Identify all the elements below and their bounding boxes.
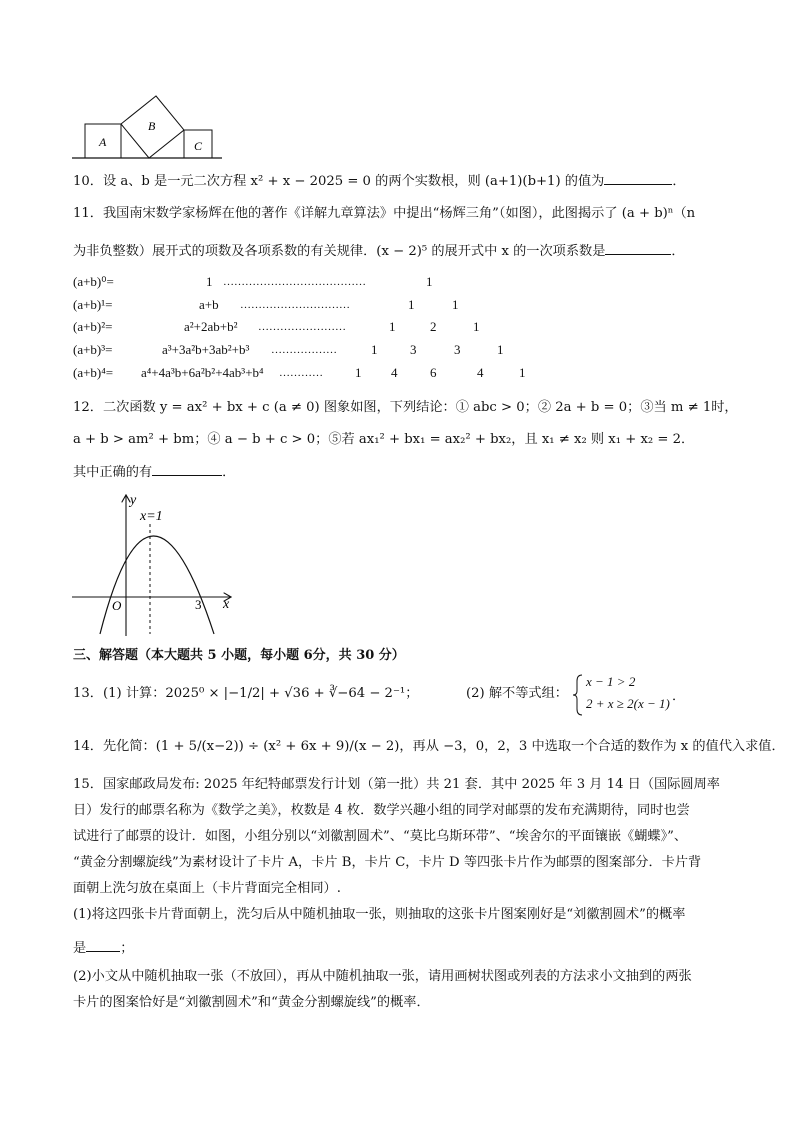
yh-coef: 1 (519, 365, 526, 380)
q11-line1: 11．我国南宋数学家杨辉在他的著作《详解九章算法》中提出“杨辉三角”（如图），此图揭示了 (a + b)ⁿ（n (73, 206, 696, 221)
yh-lhs: (a+b)⁴= (73, 365, 114, 380)
squares-figure (70, 92, 230, 162)
q15-line9: 卡片的图案恰好是“刘徽割圆术”和“黄金分割螺旋线”的概率． (73, 995, 430, 1010)
yh-coef: 4 (477, 365, 484, 380)
q14-text: 14．先化简：(1 + 5/(x−2)) ÷ (x² + 6x + 9)/(x − 2)，再从 −3，0，2，3 中选取一个合适的数作为 x 的值代入求值． (73, 739, 785, 754)
inequality-2: 2 + x ≥ 2(x − 1) (586, 696, 670, 711)
box-b-label: B (148, 119, 156, 133)
yh-dots: ………… (279, 367, 323, 379)
yh-dots: ………………………… (240, 299, 350, 311)
yh-dots: …………………… (258, 321, 346, 333)
section-3-heading: 三、解答题（本大题共 5 小题，每小题 6分，共 30 分） (73, 648, 405, 663)
yh-coef: 6 (430, 365, 437, 380)
q11-line2: 为非负整数）展开式的项数及各项系数的有关规律．(x − 2)⁵ 的展开式中 x 的一次项系数是 (73, 244, 606, 259)
q12-line3: 其中正确的有 (73, 465, 153, 480)
q15-line1: 15．国家邮政局发布: 2025 年纪特邮票发行计划（第一批）共 21 套．其中 2025 年 3 月 14 日（国际圆周率 (73, 777, 720, 792)
yh-lhs: (a+b)²= (73, 319, 113, 334)
q12-line1: 12．二次函数 y = ax² + bx + c (a ≠ 0) 图象如图，下列结论：① abc > 0；② 2a + b = 0；③当 m ≠ 1时， (73, 400, 738, 415)
inequality-brace (572, 673, 584, 717)
q15-l7-end: ； (120, 941, 134, 956)
q15-line4: “黄金分割螺旋线”为素材设计了卡片 A，卡片 B，卡片 C，卡片 D 等四张卡片作为邮票的图案部分．卡片背 (73, 855, 702, 870)
parabola-graph (68, 490, 243, 640)
yh-coef: 1 (426, 274, 433, 289)
yh-coef: 1 (408, 297, 415, 312)
yh-lhs: (a+b)³= (73, 342, 113, 357)
yh-lhs: (a+b)⁰= (73, 274, 114, 289)
yh-expr: a⁴+4a³b+6a²b²+4ab³+b⁴ (141, 365, 264, 380)
q15-line5: 面朝上洗匀放在桌面上（卡片背面完全相同）. (73, 881, 341, 896)
yh-expr: a³+3a²b+3ab²+b³ (162, 342, 250, 357)
yh-coef: 2 (430, 319, 437, 334)
q15-answer-blank (86, 939, 120, 952)
q13-part1: 13．(1) 计算：2025⁰ × |−1/2| + √36 + ∛−64 − 2⁻¹； (73, 686, 419, 701)
yh-dots: ………………………………… (223, 276, 366, 288)
yh-coef: 3 (454, 342, 461, 357)
box-a-label: A (99, 135, 107, 149)
q12-answer-blank (152, 463, 222, 476)
root-label: 3 (195, 597, 202, 612)
symmetry-label: x=1 (140, 509, 163, 524)
q15-line2: 日）发行的邮票名称为《数学之美》，枚数是 4 枚．数学兴趣小组的同学对邮票的发布充满期待，同时也尝 (73, 803, 690, 818)
origin-label: O (112, 598, 122, 613)
q10-end: ． (672, 174, 686, 189)
x-axis-label: x (223, 597, 230, 612)
q12-end: ． (222, 465, 236, 480)
yh-coef: 1 (389, 319, 396, 334)
q15-line6: (1)将这四张卡片背面朝上，洗匀后从中随机抽取一张，则抽取的这张卡片图案刚好是“刘徽割圆术”的概率 (73, 907, 686, 922)
yh-coef: 1 (452, 297, 459, 312)
yh-coef: 1 (371, 342, 378, 357)
q11-end: ． (671, 244, 685, 259)
q13-part2: (2) 解不等式组： (466, 686, 568, 701)
box-c-label: C (194, 139, 203, 153)
question-12-line3 (73, 463, 235, 482)
q10-text: 10．设 a、b 是一元二次方程 x² + x − 2025 = 0 的两个实数根，则 (a+1)(b+1) 的值为 (73, 174, 605, 189)
yh-coef: 3 (410, 342, 417, 357)
yh-expr: a²+2ab+b² (184, 319, 238, 334)
yh-lhs: (a+b)¹= (73, 297, 113, 312)
q13-end: ． (672, 689, 686, 704)
question-11-line2 (73, 242, 685, 261)
question-10 (73, 172, 686, 191)
q15-line8: (2)小文从中随机抽取一张（不放回），再从中随机抽取一张，请用画树状图或列表的方法求小文抽到的两张 (73, 969, 692, 984)
y-axis-label: y (130, 493, 137, 508)
q11-answer-blank (605, 242, 671, 255)
yh-dots: ……………… (271, 344, 337, 356)
yh-coef: 1 (497, 342, 504, 357)
yh-coef: 4 (391, 365, 398, 380)
q15-l7-start: 是 (73, 941, 87, 956)
parabola-curve (100, 536, 214, 634)
q10-answer-blank (604, 172, 672, 185)
yh-coef: 1 (355, 365, 362, 380)
yh-expr: a+b (199, 297, 219, 312)
q15-line7 (73, 939, 133, 958)
q12-line2: a + b > am² + bm；④ a − b + c > 0；⑤若 ax₁² + bx₁ = ax₂² + bx₂，且 x₁ ≠ x₂ 则 x₁ + x₂ = 2． (73, 432, 695, 447)
yh-coef: 1 (473, 319, 480, 334)
yh-expr: 1 (206, 274, 213, 289)
q15-line3: 试进行了邮票的设计．如图，小组分别以“刘徽割圆术”、“莫比乌斯环带”、“埃舍尔的平面镶嵌《蝴蝶》”、 (73, 829, 688, 844)
inequality-1: x − 1 > 2 (586, 674, 636, 689)
